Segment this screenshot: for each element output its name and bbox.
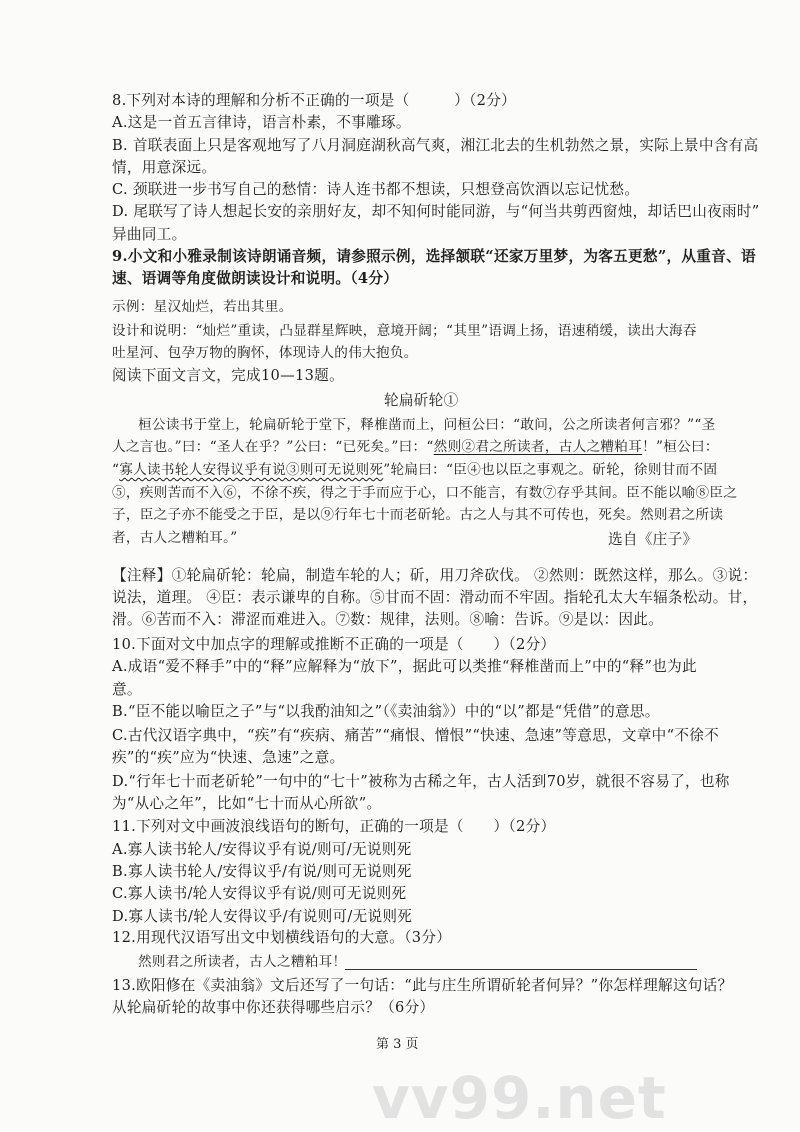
note-line: 【注释】①轮扁斫轮：轮扁，制造车轮的人；斫，用刀斧砍伐。 ②然则：既然这样，那么。③说： bbox=[112, 567, 758, 584]
q10-option-d-cont: 为“从心之年”，比如“七十而从心所欲”。 bbox=[112, 795, 382, 812]
q8-option-b-cont: 情，用意深远。 bbox=[112, 159, 217, 176]
q9-example: 示例：星汉灿烂，若出其里。 bbox=[112, 299, 293, 315]
q11-option-b: B.寡人读书轮人/安得议乎/有说/则可无说则死 bbox=[112, 863, 412, 880]
watermark: vv99.net bbox=[372, 1064, 667, 1132]
q11-option-a: A.寡人读书轮人/安得议乎有说/则可/无说则死 bbox=[112, 841, 412, 858]
q8-stem: 8.下列对本诗的理解和分析不正确的一项是（ ）（2分） bbox=[112, 92, 517, 109]
q13-stem: 13.欧阳修在《卖油翁》文后还写了一句话：“此与庄生所谓斫轮者何异？”你怎样理解这句话？ bbox=[112, 977, 733, 994]
q9-stem-cont: 速、语调等角度做朗读设计和说明。（4分） bbox=[112, 270, 399, 287]
q10-option-c-cont: 疾”的“疾”应为“快速、急速”之意。 bbox=[112, 749, 345, 766]
q10-option-d: D.“行年七十而老斫轮”一句中的“七十”被称为古稀之年，古人活到70岁，就很不容易了，也称 bbox=[112, 773, 730, 790]
passage-line: 子，臣之子亦不能受之于臣，是以⑨行年七十而老斫轮。古之人与其不可传也，死矣。然则君之所读 bbox=[112, 507, 724, 523]
q8-option-b: B. 首联表面上只是客观地写了八月洞庭湖秋高气爽，湘江北去的生机勃然之景，实际上景中含有高 bbox=[112, 137, 759, 154]
q11-option-c: C.寡人读书/轮人安得议乎有说/则可无说则死 bbox=[112, 885, 407, 902]
passage-text: 人之言也。”曰：“圣人在乎？”公曰：“已死矣。”曰：“ bbox=[112, 439, 434, 455]
note-line: 说法，道理。 ④臣：表示谦卑的自称。⑤甘而不固：滑动而不牢固。指轮孔太大车辐条松动。甘， bbox=[112, 589, 758, 606]
q10-stem: 10.下面对文中加点字的理解或推断不正确的一项是（ ）（2分） bbox=[112, 636, 556, 653]
q10-option-c: C.古代汉语字典中，“疾”有“疾病、痛苦”“痛恨、憎恨”“快速、急速”等意思，文章中“不徐不 bbox=[112, 727, 720, 744]
q12-stem: 12.用现代汉语写出文中划横线语句的大意。（3分） bbox=[112, 929, 452, 946]
q10-option-b: B.“臣不能以喻臣之子”与“以我酌油知之”（《卖油翁》）中的“以”都是“凭借”的意思。 bbox=[112, 703, 660, 720]
reading-intro: 阅读下面文言文，完成10—13题。 bbox=[112, 367, 344, 384]
q9-design-cont: 吐星河、包孕万物的胸怀，体现诗人的伟大抱负。 bbox=[112, 345, 418, 361]
wavy-underlined-sentence: 寡人读书轮人安得议乎有说③则可无说则死 bbox=[119, 462, 384, 478]
passage-title: 轮扁斫轮① bbox=[384, 392, 459, 409]
q12-sentence: 然则君之所读者，古人之糟粕耳！ bbox=[138, 954, 347, 970]
q10-option-a: A.成语“爱不释手”中的“释”应解释为“放下”，据此可以类推“释椎凿而上”中的“释”也为此 bbox=[112, 658, 697, 675]
passage-line bbox=[112, 460, 717, 480]
underlined-sentence: 然则②君之所读者，古人之糟粕耳 bbox=[433, 439, 643, 455]
q13-stem-cont: 从轮扁斫轮的故事中你还获得哪些启示？（6分） bbox=[112, 999, 435, 1016]
passage-line: 桓公读书于堂上，轮扁斫轮于堂下，释椎凿而上，问桓公曰：“敢问，公之所读者何言邪？”“圣 bbox=[138, 417, 716, 433]
passage-line: 者，古人之糟粕耳。” bbox=[112, 530, 238, 546]
passage-text: ”轮扁曰：“臣④也以臣之事观之。斫轮，徐则甘而不固 bbox=[383, 462, 718, 478]
passage-text: “ bbox=[112, 462, 120, 478]
q10-option-a-cont: 意。 bbox=[112, 681, 142, 698]
q9-stem: 9.小文和小雅录制该诗朗诵音频，请参照示例，选择颔联“还家万里梦，为客五更愁”，从重音、语 bbox=[112, 248, 756, 265]
q8-option-d-cont: 异曲同工。 bbox=[112, 226, 187, 243]
q8-option-c: C. 颈联进一步书写自己的愁情：诗人连书都不想读，只想登高饮酒以忘记忧愁。 bbox=[112, 181, 640, 198]
q11-stem: 11.下列对文中画波浪线语句的断句，正确的一项是（ ）（2分） bbox=[112, 818, 556, 835]
answer-line[interactable] bbox=[345, 969, 697, 970]
passage-line bbox=[112, 437, 719, 457]
q8-option-d: D. 尾联写了诗人想起长安的亲朋好友，却不知何时能同游，与“何当共剪西窗烛，却话巴山夜雨时” bbox=[112, 203, 760, 220]
note-line: 滑。⑥苦而不入：滞涩而难进入。⑦数：规律，法则。⑧喻：告诉。⑨是以：因此。 bbox=[112, 611, 664, 628]
q9-design: 设计和说明：“灿烂”重读，凸显群星辉映，意境开阔；“其里”语调上扬，语速稍缓，读出大海吞 bbox=[112, 323, 697, 339]
q8-option-a: A.这是一首五言律诗，语言朴素，不事雕琢。 bbox=[112, 114, 411, 131]
q11-option-d: D.寡人读书/轮人安得议乎/有说则可/无说则死 bbox=[112, 908, 413, 925]
passage-source: 选自《庄子》 bbox=[608, 531, 698, 548]
passage-line: ⑤，疾则苦而不入⑥，不徐不疾，得之于手而应于心，口不能言，有数⑦存乎其间。臣不能以喻⑧臣之 bbox=[112, 485, 738, 501]
page-number: 第 3 页 bbox=[376, 1037, 419, 1052]
passage-text: ！”桓公曰： bbox=[642, 439, 719, 455]
